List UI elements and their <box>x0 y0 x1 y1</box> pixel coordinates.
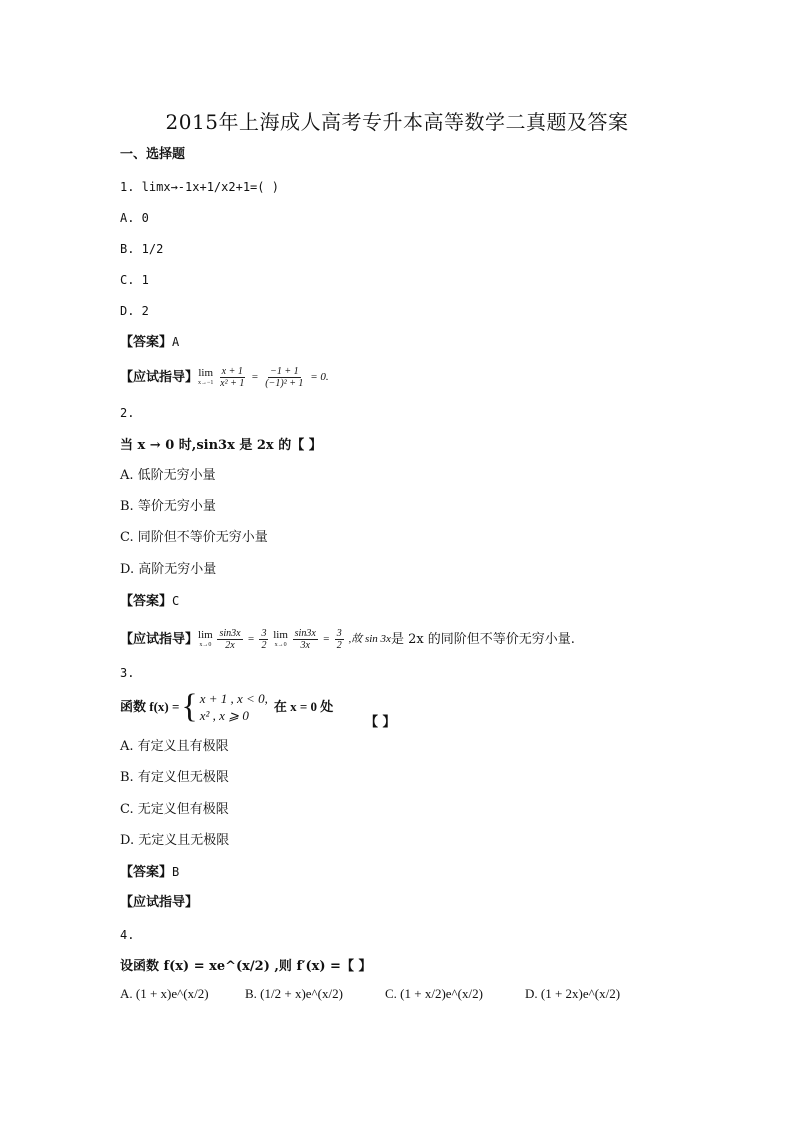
q2-option-a: A. 低阶无穷小量 <box>120 468 216 483</box>
fraction: $\frac{3}{2}$ <box>336 628 342 651</box>
q1-answer <box>120 333 179 352</box>
limit-symbol: lim x→0 <box>198 628 213 648</box>
q3-option-c: C. 无定义但有极限 <box>120 802 229 817</box>
q4-option-d: D. (1 + 2x)e^(x/2) <box>525 986 621 1001</box>
fraction: $\frac{-1 + 1}{\text{(−1)² + 1}}$ <box>265 366 304 389</box>
fraction: $\frac{x + 1}{\text{x² + 1}}$ <box>220 366 245 389</box>
left-brace: { <box>181 688 198 725</box>
hint-label: 【应试指导】 <box>120 370 199 385</box>
q1-option-a: A. 0 <box>120 211 149 225</box>
answer-label: 【答案】 <box>120 594 173 609</box>
q2-answer-value: C <box>172 594 180 608</box>
question-4-number: 4. <box>120 928 135 942</box>
q2-hint-formula: lim x→0 $\frac{\sin 3x}{2x}$ = $\frac{3}{2}$ lim x→0 $\frac{\sin 3x}{3x}$ = $\frac{3}{2}$ ,故 sin 3x <box>198 628 391 651</box>
section-heading: 一、选择题 <box>120 147 186 162</box>
piecewise-function: 函数 f(x) = { x + 1 , x < 0, x² , x ⩾ 0 在 x = 0 处 <box>120 688 334 725</box>
function-cases: x + 1 , x < 0, x² , x ⩾ 0 <box>199 691 268 723</box>
q4-option-c: C. (1 + x/2)e^(x/2) <box>385 986 483 1001</box>
q4-option-b: B. (1/2 + x)e^(x/2) <box>245 986 343 1001</box>
q2-option-d: D. 高阶无穷小量 <box>120 562 217 577</box>
answer-label: 【答案】 <box>120 865 173 880</box>
answer-bracket: 【 】 <box>365 715 396 730</box>
hint-label: 【应试指导】 <box>120 632 199 647</box>
answer-bracket: 【 】 <box>340 959 372 974</box>
q2-answer <box>120 592 179 611</box>
q1-option-b: B. 1/2 <box>120 242 164 256</box>
answer-bracket: 【 】 <box>291 438 322 453</box>
q3-option-b: B. 有定义但无极限 <box>120 770 229 785</box>
q2-hint-text: 是 2x 的同阶但不等价无穷小量. <box>390 632 575 647</box>
fraction: $\frac{3}{2}$ <box>261 628 267 651</box>
q4-option-a: A. (1 + x)e^(x/2) <box>120 986 209 1001</box>
limit-symbol: lim x→−1 <box>198 366 214 386</box>
limit-symbol: lim x→0 <box>273 628 288 648</box>
q1-option-d: D. 2 <box>120 304 149 318</box>
fraction: $\frac{\sin 3x}{2x}$ <box>219 628 241 651</box>
question-3-stem <box>120 690 333 724</box>
question-3-number: 3. <box>120 666 135 680</box>
q1-option-c: C. 1 <box>120 273 149 287</box>
q2-option-c: C. 同阶但不等价无穷小量 <box>120 530 268 545</box>
q3-hint-label: 【应试指导】 <box>120 895 199 910</box>
q2-option-b: B. 等价无穷小量 <box>120 499 216 514</box>
q3-option-d: D. 无定义且无极限 <box>120 833 230 848</box>
question-1-stem: 1. limx→-1x+1/x2+1=( ) <box>120 180 279 194</box>
q3-answer-value: B <box>172 865 180 879</box>
question-2-number: 2. <box>120 406 135 420</box>
q1-hint-formula: lim x→−1 $\frac{x + 1}{\text{x² + 1}}$ = $\frac{-1 + 1}{\text{(−1)² + 1}}$ = 0. <box>198 366 329 389</box>
q1-hint <box>120 366 329 389</box>
page-title: 2015年上海成人高考专升本高等数学二真题及答案 <box>165 110 629 134</box>
q3-answer <box>120 863 179 882</box>
q1-answer-value: A <box>172 335 180 349</box>
q3-option-a: A. 有定义且有极限 <box>120 739 229 754</box>
q2-hint <box>120 628 575 651</box>
question-2-stem: 当 x → 0 时,sin3x 是 2x 的【 】 <box>120 438 322 453</box>
question-4-stem: 设函数 f(x) = xe^(x/2) ,则 f′(x) =【 】 <box>120 959 372 974</box>
answer-label: 【答案】 <box>120 335 173 350</box>
fraction: $\frac{\sin 3x}{3x}$ <box>294 628 316 651</box>
